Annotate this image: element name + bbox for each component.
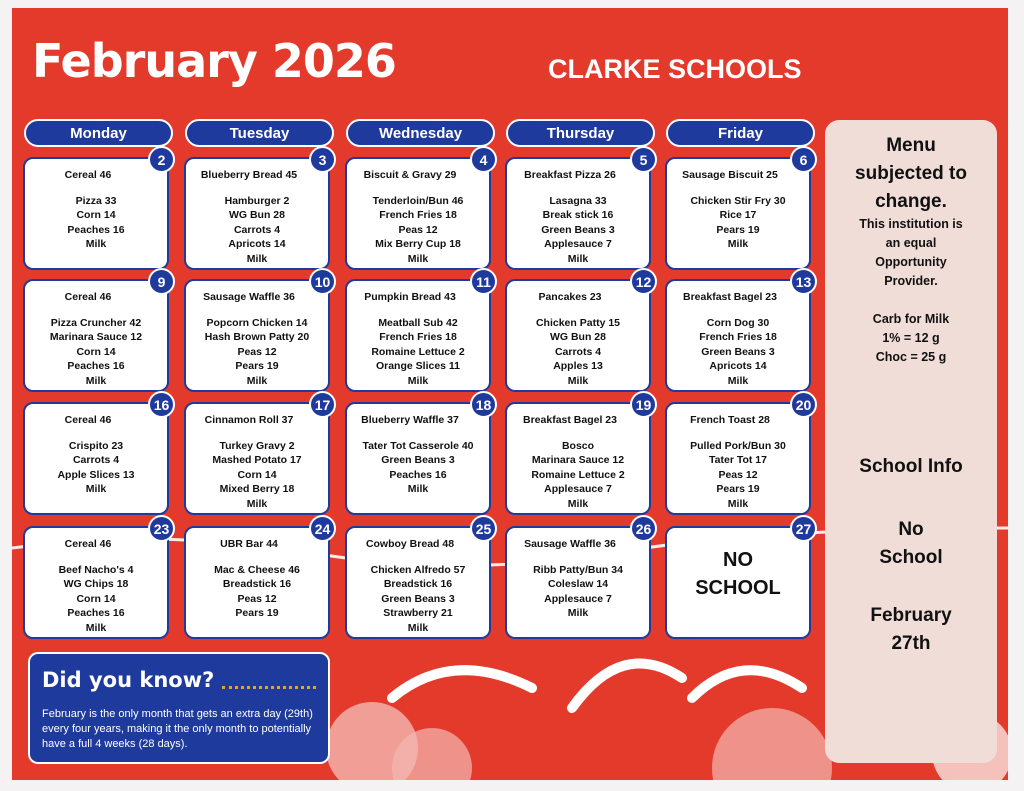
lunch-item: Carrots 4 [233,223,281,236]
lunch-item: Milk [246,252,268,265]
date-badge: 12 [630,268,657,295]
menu-change-note: Menu subjected to change. [855,135,967,212]
lunch-item: Pears 19 [235,607,279,619]
menu-day-cell [505,279,651,392]
lunch-item: Peas 12 [237,592,277,605]
lunch-item: Meatball Sub 42 [378,316,458,329]
lunch-item: Milk [727,374,749,387]
menu-day-cell [665,526,811,639]
did-you-know-box [28,652,330,764]
menu-day-cell [665,279,811,392]
did-you-know-text: February is the only month that gets an extra day (29th) every four years, making it the only month to potentially have a full 4 weeks (28 days). [42,708,313,750]
lunch-item: Green Beans 3 [541,223,615,236]
lunch-item: Popcorn Chicken 14 [206,316,308,329]
lunch-item: Peaches 16 [389,468,447,481]
lunch-item: Apricots 14 [228,238,286,250]
lunch-item: Marinara Sauce 12 [49,331,143,343]
breakfast-item: Blueberry Bread 45 [200,169,298,181]
lunch-item: Green Beans 3 [381,592,455,605]
menu-day-cell [23,279,169,392]
lunch-item: Pears 19 [716,223,760,236]
lunch-item: Milk [407,374,429,387]
breakfast-item: Cereal 46 [64,291,112,303]
menu-day-cell [345,402,491,515]
day-header-2: Wednesday [346,119,495,147]
lunch-item: Lasagna 33 [549,194,607,207]
lunch-item: Chicken Patty 15 [535,316,621,329]
day-header-4: Friday [666,119,815,147]
lunch-item: Peaches 16 [67,360,125,372]
lunch-item: Milk [567,252,589,265]
lunch-item: Milk [85,621,107,634]
lunch-item: Mac & Cheese 46 [214,563,300,576]
lunch-item: Milk [567,607,589,619]
school-info-heading: School Info [859,456,963,477]
lunch-item: Rice 17 [719,209,757,221]
lunch-item: Mix Berry Cup 18 [375,238,461,250]
menu-day-cell [184,279,330,392]
lunch-item: Bosco [561,439,595,452]
lunch-item: WG Bun 28 [228,209,285,221]
date-badge: 13 [790,268,817,295]
menu-day-cell [184,526,330,639]
lunch-item: Applesauce 7 [544,592,612,605]
menu-day-cell [184,402,330,515]
lunch-item: Milk [567,374,589,387]
lunch-item: Corn 14 [76,209,116,221]
lunch-item: Pizza Cruncher 42 [50,316,142,329]
breakfast-item: Sausage Biscuit 25 [682,169,778,181]
menu-sheet [12,8,1008,780]
date-badge: 10 [309,268,336,295]
lunch-item: Applesauce 7 [544,483,612,495]
lunch-item: Corn 14 [237,468,277,481]
lunch-item: Apples 13 [553,360,603,372]
breakfast-item: Sausage Waffle 36 [203,291,295,303]
date-badge: 18 [470,391,497,418]
lunch-item: Milk [407,483,429,495]
breakfast-item: Cereal 46 [64,169,112,181]
menu-day-cell [505,526,651,639]
lunch-item: WG Bun 28 [549,331,606,343]
breakfast-item: UBR Bar 44 [220,538,278,550]
breakfast-item: Cereal 46 [64,538,112,550]
lunch-item: WG Chips 18 [63,578,129,590]
menu-day-cell [345,526,491,639]
breakfast-item: Pumpkin Bread 43 [364,291,456,303]
lunch-item: Crispito 23 [68,439,124,452]
breakfast-item: Breakfast Pizza 26 [524,169,616,181]
date-badge: 3 [309,146,336,173]
date-badge: 17 [309,391,336,418]
menu-day-cell [345,157,491,270]
lunch-item: Mixed Berry 18 [219,483,295,495]
lunch-item: Applesauce 7 [544,238,612,250]
date-badge: 25 [470,515,497,542]
lunch-item: Break stick 16 [542,209,614,221]
no-school-label: SCHOOL [695,577,781,599]
date-badge: 9 [148,268,175,295]
breakfast-item: Pancakes 23 [538,291,602,303]
date-badge: 23 [148,515,175,542]
lunch-item: Peaches 16 [67,607,125,619]
did-you-know-title: Did you know? [42,668,215,692]
lunch-item: French Fries 18 [379,209,457,221]
lunch-item: French Fries 18 [379,331,457,343]
lunch-item: French Fries 18 [699,331,777,343]
lunch-item: Tenderloin/Bun 46 [372,194,464,207]
breakfast-item: Sausage Waffle 36 [524,538,616,550]
menu-day-cell [23,157,169,270]
lunch-item: Peaches 16 [67,223,125,236]
breakfast-item: Cinnamon Roll 37 [204,414,294,426]
lunch-item: Milk [85,238,107,250]
date-badge: 19 [630,391,657,418]
lunch-item: Milk [85,483,107,495]
menu-day-cell [505,402,651,515]
date-badge: 27 [790,515,817,542]
lunch-item: Chicken Stir Fry 30 [690,194,786,207]
menu-day-cell [23,526,169,639]
equal-opportunity-note: This institution is an equal Opportunity Provider. [859,217,963,288]
lunch-item: Pears 19 [235,360,279,372]
lunch-item: Orange Slices 11 [375,360,461,372]
page-title: February 2026 [32,34,396,88]
lunch-item: Turkey Gravy 2 [219,439,295,452]
lunch-item: Hamburger 2 [224,194,290,207]
school-name: CLARKE SCHOOLS [548,54,802,84]
menu-day-cell [184,157,330,270]
lunch-item: Milk [727,497,749,510]
lunch-item: Milk [407,252,429,265]
lunch-item: Tater Tot Casserole 40 [362,439,474,452]
day-header-3: Thursday [506,119,655,147]
lunch-item: Coleslaw 14 [547,578,609,590]
lunch-item: Corn Dog 30 [706,316,770,329]
menu-day-cell [505,157,651,270]
date-badge: 24 [309,515,336,542]
date-badge: 26 [630,515,657,542]
lunch-item: Strawberry 21 [383,607,453,619]
lunch-item: Apricots 14 [709,360,767,372]
no-school-label: NO [723,549,753,571]
lunch-item: Breadstick 16 [222,578,292,590]
date-badge: 5 [630,146,657,173]
lunch-item: Green Beans 3 [701,345,775,358]
lunch-item: Peas 12 [718,468,758,481]
date-badge: 16 [148,391,175,418]
day-header-0: Monday [24,119,173,147]
lunch-item: Tater Tot 17 [709,454,767,466]
lunch-item: Milk [85,374,107,387]
dotted-divider [222,686,316,689]
info-sidebar [825,120,997,763]
date-badge: 2 [148,146,175,173]
carb-for-milk: Carb for Milk 1% = 12 g Choc = 25 g [872,312,950,364]
menu-day-cell [665,402,811,515]
lunch-item: Pulled Pork/Bun 30 [690,439,786,452]
lunch-item: Pears 19 [716,483,760,495]
lunch-item: Peas 12 [398,223,438,236]
no-school-date: February 27th [870,605,952,654]
menu-day-cell [345,279,491,392]
date-badge: 6 [790,146,817,173]
menu-day-cell [23,402,169,515]
lunch-item: Romaine Lettuce 2 [371,345,465,358]
lunch-item: Marinara Sauce 12 [531,454,625,466]
breakfast-item: Breakfast Bagel 23 [523,414,617,426]
lunch-item: Milk [567,497,589,510]
lunch-item: Mashed Potato 17 [212,454,302,466]
lunch-item: Pizza 33 [75,194,117,207]
lunch-item: Carrots 4 [554,345,602,358]
lunch-item: Carrots 4 [72,454,120,466]
lunch-item: Romaine Lettuce 2 [531,468,625,481]
breakfast-item: Biscuit & Gravy 29 [363,169,457,181]
breakfast-item: Breakfast Bagel 23 [683,291,777,303]
lunch-item: Milk [727,238,749,250]
lunch-item: Breadstick 16 [383,578,453,590]
date-badge: 20 [790,391,817,418]
lunch-item: Green Beans 3 [381,454,455,466]
lunch-item: Milk [246,497,268,510]
lunch-item: Ribb Patty/Bun 34 [533,563,623,576]
date-badge: 11 [470,268,497,295]
lunch-item: Chicken Alfredo 57 [370,563,466,576]
breakfast-item: French Toast 28 [690,414,770,426]
lunch-item: Corn 14 [76,592,116,605]
lunch-item: Apple Slices 13 [57,468,135,481]
breakfast-item: Cowboy Bread 48 [365,538,455,550]
menu-day-cell [665,157,811,270]
lunch-item: Beef Nacho's 4 [58,563,134,576]
day-header-1: Tuesday [185,119,334,147]
date-badge: 4 [470,146,497,173]
lunch-item: Milk [246,374,268,387]
lunch-item: Milk [407,621,429,634]
lunch-item: Corn 14 [76,345,116,358]
lunch-item: Hash Brown Patty 20 [204,331,310,343]
breakfast-item: Cereal 46 [64,414,112,426]
no-school-note: No School [879,519,943,568]
breakfast-item: Blueberry Waffle 37 [361,414,459,426]
lunch-item: Peas 12 [237,345,277,358]
